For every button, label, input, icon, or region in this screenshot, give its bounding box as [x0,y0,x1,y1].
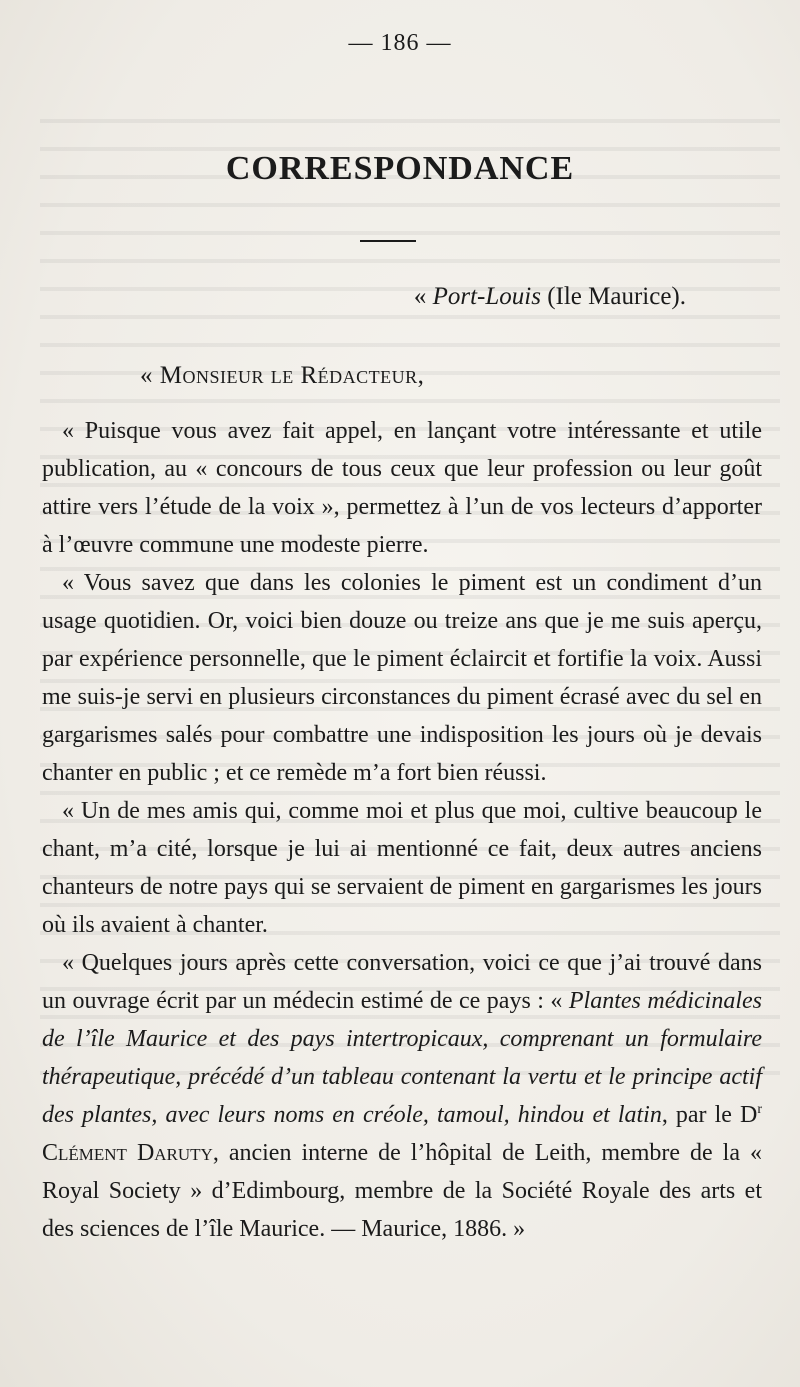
paragraph-4-rest: , ancien interne de l’hôpital de Leith, membre de la « Royal Society » d’Edimbourg, membre de la Société Royale des arts et des sciences de l’île Maurice. — Maurice, 1886. » [42,1140,762,1242]
dateline-open: « [413,283,433,310]
section-heading: CORRESPONDANCE [225,150,575,187]
paragraph-4-intro: « Quelques jours après cette conversation, voici ce que j’ai trouvé dans un ouvrage écrit par un médecin estimé de ce pays : « [42,950,762,1014]
dateline-place: Port-Louis [432,283,541,310]
paragraph-3: « Un de mes amis qui, comme moi et plus que moi, cultive beaucoup le chant, m’a cité, lorsque je lui ai mentionné ce fait, deux autres anciens chanteurs de notre pays qui se servaient de piment en gargarismes les jours où ils avaient à chanter. [42,798,762,938]
letter-body [42,412,762,1248]
paragraph-4 [42,944,762,1248]
dateline-rest: (Ile Maurice). [540,283,686,310]
book-title: Plantes médicinales de l’île Maurice et des pays intertropicaux, comprenant un formulaire thérapeutique, précédé d’un tableau contenant la vertu et le principe actif des plantes, avec leurs noms en créole, tamoul, hindou et latin [42,988,762,1128]
salutation: « Monsieur le Rédacteur, [140,362,425,389]
heading-rule [360,240,416,242]
paragraph-2: « Vous savez que dans les colonies le piment est un condiment d’un usage quotidien. Or, voici bien douze ou treize ans que je me suis aperçu, par expérience personnelle, que le piment éclaircit et fortifie la voix. Aussi me suis-je servi en plusieurs circonstances du piment écrasé avec du sel en gargarismes salés pour combattre une indisposition les jours où je devais chanter en public ; et ce remède m’a fort bien réussi. [42,570,762,786]
paragraph-1: « Puisque vous avez fait appel, en lançant votre intéressante et utile publication, au « concours de tous ceux que leur profession ou leur goût attire vers l’étude de la voix », permettez à l’un de vos lecteurs d’apporter à l’œuvre commune une modeste pierre. [42,418,762,558]
dateline [414,283,686,311]
doctor-superscript: r [757,1102,762,1117]
author-name: Clément Daruty [42,1140,213,1166]
paragraph-4-by: , par le D [661,1102,758,1128]
page-number: — 186 — [348,30,452,56]
